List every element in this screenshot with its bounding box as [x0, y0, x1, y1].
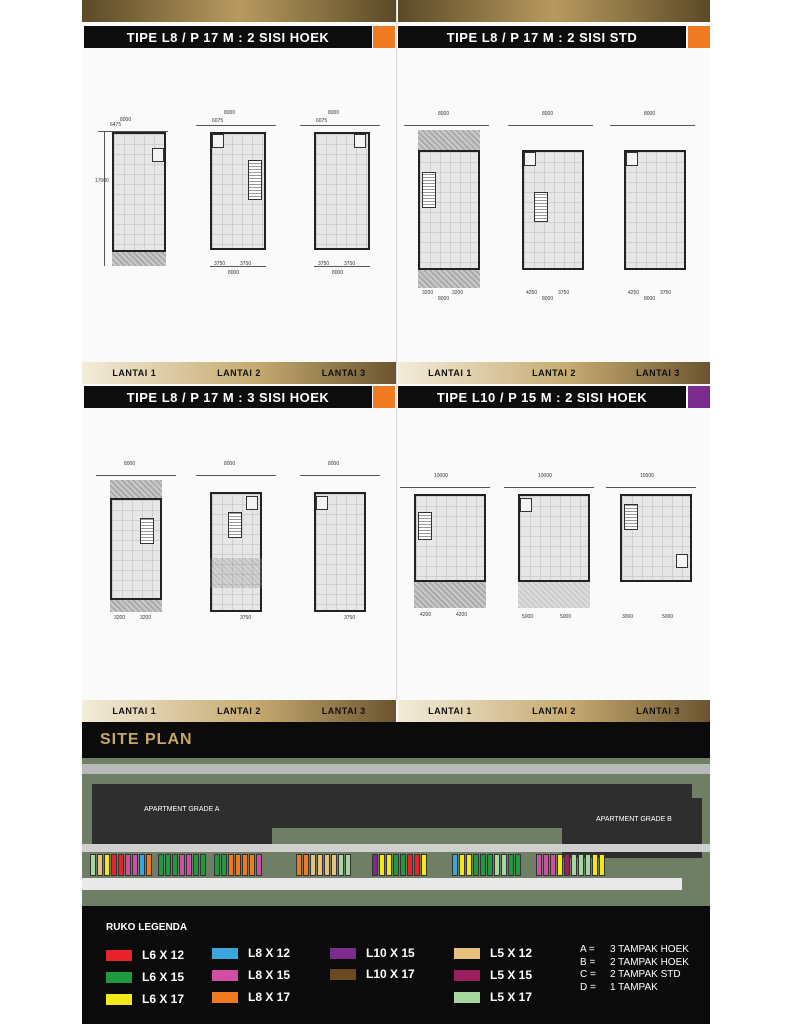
floor-labels-4 — [398, 700, 710, 722]
ruko-unit — [508, 854, 514, 876]
ruko-unit — [97, 854, 103, 876]
floor-labels-1 — [82, 362, 396, 384]
section-title-1: TIPE L8 / P 17 M : 2 SISI HOEK — [84, 26, 372, 48]
legend-panel — [82, 906, 710, 1024]
ruko-unit — [414, 854, 420, 876]
legend-item: L5 X 15 — [454, 968, 532, 982]
ruko-unit — [421, 854, 427, 876]
ruko-unit — [331, 854, 337, 876]
ruko-unit — [536, 854, 542, 876]
floor-plan-1-3: 8000 6075 3750 3750 8000 — [300, 110, 380, 285]
site-plan-map — [82, 758, 710, 906]
ruko-unit — [256, 854, 262, 876]
legend-item: L5 X 17 — [454, 990, 532, 1004]
ruko-unit — [571, 854, 577, 876]
apartment-b-label: APARTMENT GRADE B — [596, 816, 672, 823]
facade-key: A = 3 TAMPAK HOEK B = 2 TAMPAK HOEK C = 2 TAMPAK STD D = 1 TAMPAK — [580, 944, 689, 993]
ruko-unit — [501, 854, 507, 876]
accent-swatch-1 — [373, 26, 395, 48]
ruko-unit — [179, 854, 185, 876]
floor-plan-1-2: 8000 6075 3750 3750 8000 — [196, 110, 276, 285]
ruko-unit — [592, 854, 598, 876]
legend-swatch — [106, 994, 132, 1005]
floor-plan-4-1: 10000 4200 4200 — [400, 474, 490, 624]
legend-swatch — [454, 992, 480, 1003]
gold-band-left — [82, 0, 396, 22]
ruko-unit — [104, 854, 110, 876]
ruko-unit — [172, 854, 178, 876]
ruko-unit — [487, 854, 493, 876]
floor-plan-4-3: 10000 3000 5000 — [606, 474, 696, 624]
ruko-unit — [221, 854, 227, 876]
ruko-unit — [480, 854, 486, 876]
ruko-unit — [494, 854, 500, 876]
ruko-unit — [90, 854, 96, 876]
floor-label: LANTAI 1 — [428, 368, 472, 378]
ruko-unit — [214, 854, 220, 876]
ruko-unit — [386, 854, 392, 876]
ruko-unit — [303, 854, 309, 876]
ruko-unit — [186, 854, 192, 876]
ruko-unit — [200, 854, 206, 876]
floor-plan-2-2: 8000 4250 3750 8000 — [508, 112, 593, 302]
gold-band-right — [398, 0, 710, 22]
legend-heading: RUKO LEGENDA — [106, 922, 188, 933]
legend-swatch — [106, 950, 132, 961]
legend-item: L10 X 15 — [330, 946, 415, 960]
ruko-unit — [132, 854, 138, 876]
page-gutter — [396, 0, 397, 700]
ruko-unit — [372, 854, 378, 876]
floor-plan-3-3: 8000 3750 — [300, 462, 380, 632]
section-title-2: TIPE L8 / P 17 M : 2 SISI STD — [398, 26, 686, 48]
section-title-3: TIPE L8 / P 17 M : 3 SISI HOEK — [84, 386, 372, 408]
floor-plan-3-1: 8000 3200 3200 — [96, 462, 176, 632]
legend-swatch — [330, 969, 356, 980]
floor-label: LANTAI 1 — [428, 706, 472, 716]
floor-labels-2 — [398, 362, 710, 384]
floor-label: LANTAI 3 — [321, 368, 366, 378]
floor-label: LANTAI 2 — [217, 706, 261, 716]
legend-item: L6 X 12 — [106, 948, 184, 962]
legend-swatch — [212, 992, 238, 1003]
ruko-unit — [249, 854, 255, 876]
ruko-unit — [459, 854, 465, 876]
legend-item: L8 X 12 — [212, 946, 290, 960]
ruko-unit — [118, 854, 124, 876]
ruko-unit — [515, 854, 521, 876]
floor-label: LANTAI 1 — [112, 368, 157, 378]
floor-label: LANTAI 3 — [636, 368, 680, 378]
ruko-unit — [400, 854, 406, 876]
ruko-unit — [599, 854, 605, 876]
apartment-a-label: APARTMENT GRADE A — [144, 806, 220, 813]
ruko-unit — [379, 854, 385, 876]
ruko-unit — [193, 854, 199, 876]
ruko-unit — [139, 854, 145, 876]
ruko-unit — [324, 854, 330, 876]
accent-swatch-3 — [373, 386, 395, 408]
ruko-unit — [407, 854, 413, 876]
floor-plan-3-2: 8000 3750 — [196, 462, 276, 632]
ruko-unit — [242, 854, 248, 876]
floor-label: LANTAI 3 — [636, 706, 680, 716]
legend-item: L6 X 17 — [106, 992, 184, 1006]
ruko-unit — [473, 854, 479, 876]
floor-label: LANTAI 2 — [217, 368, 261, 378]
legend-swatch — [106, 972, 132, 983]
legend-item: L8 X 15 — [212, 968, 290, 982]
legend-swatch — [454, 970, 480, 981]
ruko-unit — [578, 854, 584, 876]
ruko-unit — [338, 854, 344, 876]
floor-label: LANTAI 2 — [532, 368, 576, 378]
ruko-unit — [345, 854, 351, 876]
legend-swatch — [454, 948, 480, 959]
floor-plan-2-3: 8000 4250 3750 8000 — [610, 112, 695, 302]
legend-item: L5 X 12 — [454, 946, 532, 960]
floor-label: LANTAI 3 — [321, 706, 366, 716]
floor-labels-3 — [82, 700, 396, 722]
legend-item: L10 X 17 — [330, 967, 415, 981]
accent-swatch-4 — [688, 386, 710, 408]
ruko-unit — [466, 854, 472, 876]
floor-plan-2-1: 8000 3200 3200 8000 — [404, 112, 489, 302]
ruko-unit — [393, 854, 399, 876]
ruko-unit — [235, 854, 241, 876]
floor-label: LANTAI 1 — [112, 706, 157, 716]
floor-plan-1-1: 8000 6475 17000 — [98, 118, 168, 278]
legend-item: L8 X 17 — [212, 990, 290, 1004]
ruko-unit — [228, 854, 234, 876]
legend-swatch — [212, 948, 238, 959]
site-plan-title: SITE PLAN — [82, 722, 710, 758]
ruko-unit — [550, 854, 556, 876]
ruko-unit — [165, 854, 171, 876]
ruko-unit — [296, 854, 302, 876]
ruko-unit — [585, 854, 591, 876]
accent-swatch-2 — [688, 26, 710, 48]
legend-swatch — [212, 970, 238, 981]
legend-item: L6 X 15 — [106, 970, 184, 984]
ruko-unit — [557, 854, 563, 876]
ruko-unit — [158, 854, 164, 876]
ruko-unit — [317, 854, 323, 876]
ruko-unit — [310, 854, 316, 876]
ruko-unit — [564, 854, 570, 876]
ruko-unit — [543, 854, 549, 876]
ruko-unit — [125, 854, 131, 876]
legend-swatch — [330, 948, 356, 959]
ruko-unit — [452, 854, 458, 876]
floor-label: LANTAI 2 — [532, 706, 576, 716]
section-title-4: TIPE L10 / P 15 M : 2 SISI HOEK — [398, 386, 686, 408]
floor-plan-4-2: 10000 5000 5000 — [504, 474, 594, 624]
ruko-unit — [146, 854, 152, 876]
ruko-unit — [111, 854, 117, 876]
